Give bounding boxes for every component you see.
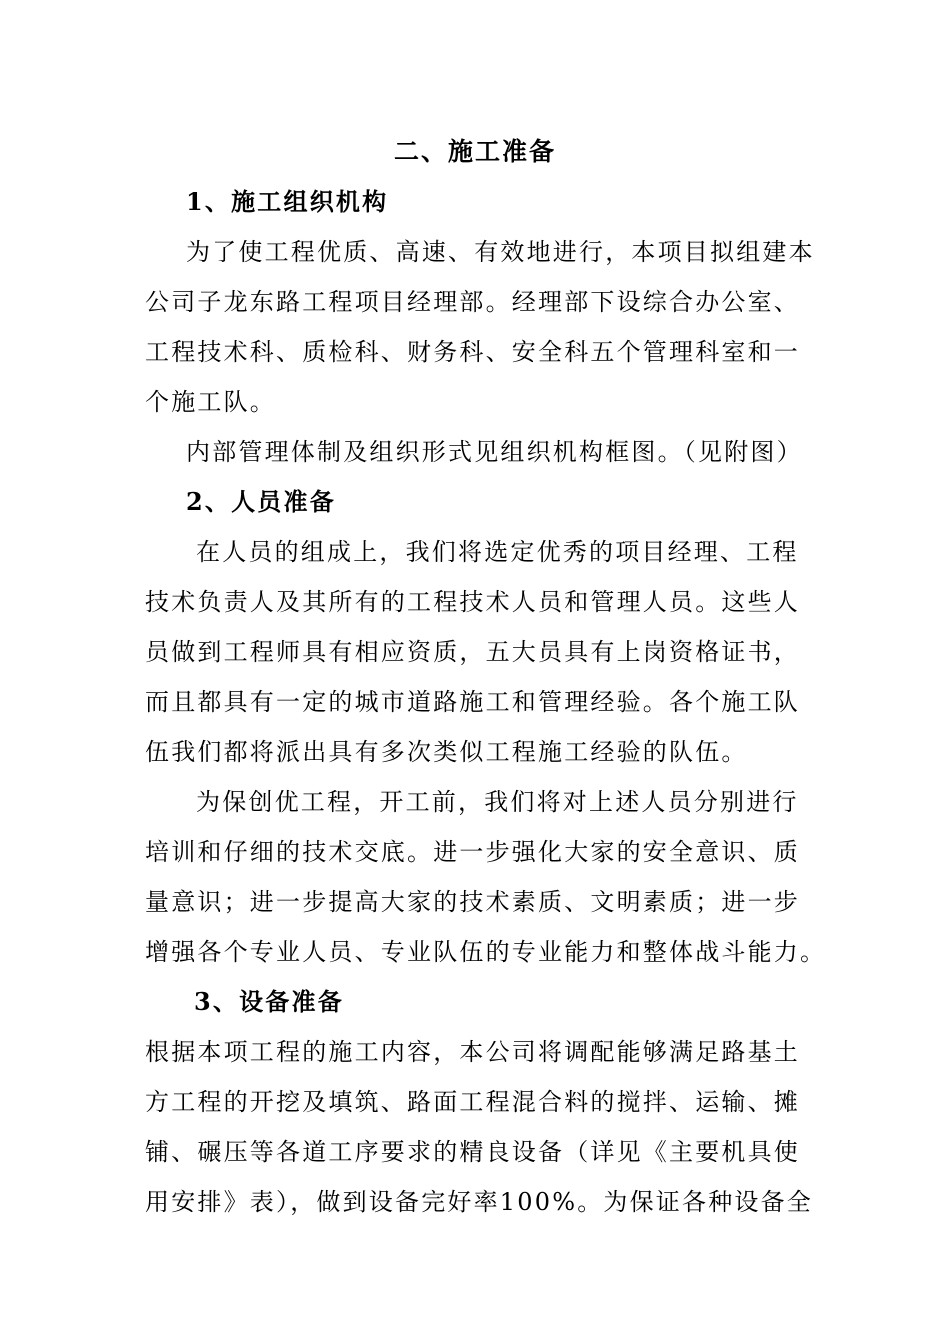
paragraph-line: 技术负责人及其所有的工程技术人员和管理人员。这些人 (145, 588, 800, 616)
paragraph-line: 而且都具有一定的城市道路施工和管理经验。各个施工队 (145, 688, 800, 716)
paragraph-line: 个施工队。 (145, 388, 276, 416)
paragraph-line: 增强各个专业人员、专业队伍的专业能力和整体战斗能力。 (145, 938, 827, 966)
paragraph-line: 内部管理体制及组织形式见组织机构框图。（见附图） (186, 438, 803, 466)
paragraph-line: 为保创优工程，开工前，我们将对上述人员分别进行 (196, 788, 799, 816)
section-heading-personnel: 2、人员准备 (186, 487, 336, 516)
page-title: 二、施工准备 (393, 137, 556, 166)
paragraph-line: 铺、碾压等各道工序要求的精良设备（详见《主要机具使 (145, 1138, 800, 1166)
paragraph-line: 培训和仔细的技术交底。进一步强化大家的安全意识、质 (145, 838, 800, 866)
paragraph-line: 方工程的开挖及填筑、路面工程混合料的搅拌、运输、摊 (145, 1088, 800, 1116)
paragraph-line: 在人员的组成上，我们将选定优秀的项目经理、工程 (196, 538, 799, 566)
paragraph-line: 根据本项工程的施工内容，本公司将调配能够满足路基土 (145, 1038, 800, 1066)
paragraph-line: 量意识；进一步提高大家的技术素质、文明素质；进一步 (145, 888, 800, 916)
paragraph-line: 用安排》表），做到设备完好率100%。为保证各种设备全 (145, 1188, 814, 1216)
paragraph-line: 员做到工程师具有相应资质，五大员具有上岗资格证书， (145, 638, 800, 666)
paragraph-line: 为了使工程优质、高速、有效地进行，本项目拟组建本 (186, 238, 815, 266)
paragraph-line: 公司子龙东路工程项目经理部。经理部下设综合办公室、 (145, 288, 800, 316)
paragraph-line: 工程技术科、质检科、财务科、安全科五个管理科室和一 (145, 338, 800, 366)
section-heading-equipment: 3、设备准备 (194, 987, 344, 1016)
paragraph-line: 伍我们都将派出具有多次类似工程施工经验的队伍。 (145, 738, 748, 766)
section-heading-organization: 1、施工组织机构 (186, 187, 389, 216)
